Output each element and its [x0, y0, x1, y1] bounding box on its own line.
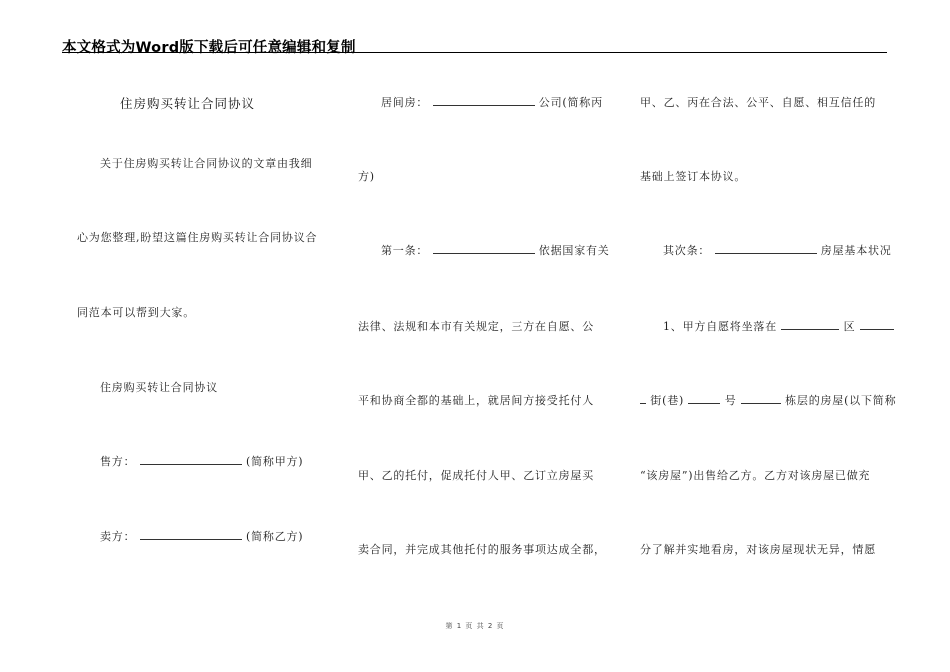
- seller-label: 售方：: [100, 455, 136, 468]
- agent-line-cont: 方): [358, 170, 375, 183]
- agent-label: 居间房：: [381, 96, 429, 109]
- col2-line-6: 甲、乙的托付，促成托付人甲、乙订立房屋买: [358, 469, 594, 482]
- agent-blank: [433, 94, 535, 106]
- buyer-blank: [140, 528, 242, 540]
- item-1-district: 区: [843, 320, 856, 333]
- col3-line-2: 基础上签订本协议。: [640, 170, 747, 183]
- district-blank: [781, 318, 839, 330]
- document-title: 住房购买转让合同协议: [120, 96, 256, 111]
- item-1-line: [663, 318, 894, 334]
- col2-line-5: 平和协商全都的基础上，就居间方接受托付人: [358, 394, 594, 407]
- article-1-label: 第一条：: [381, 244, 429, 257]
- document-header: 本文格式为Word版下载后可任意编辑和复制: [62, 40, 356, 56]
- buyer-suffix: (简称乙方): [246, 530, 304, 543]
- contract-subtitle: 住房购买转让合同协议: [100, 381, 218, 394]
- col3-line-6: “该房屋”)出售给乙方。乙方对该房屋已做充: [640, 469, 871, 482]
- number-label: 号: [724, 394, 737, 407]
- seller-suffix: (简称甲方): [246, 455, 304, 468]
- seller-line: [100, 453, 303, 469]
- item-2-line: [640, 392, 896, 408]
- agent-suffix: 公司(简称丙: [538, 96, 603, 109]
- article-2-blank: [715, 242, 817, 254]
- seller-blank: [140, 453, 242, 465]
- street-blank: [688, 392, 720, 404]
- street-leading-blank: [640, 392, 646, 404]
- col3-line-1: 甲、乙、丙在合法、公平、自愿、相互信任的: [640, 96, 876, 109]
- buyer-label: 卖方：: [100, 530, 136, 543]
- header-rule: [62, 52, 887, 53]
- col2-line-4: 法律、法规和本市有关规定，三方在自愿、公: [358, 320, 594, 333]
- item-1-text: 1、甲方自愿将坐落在: [663, 320, 777, 333]
- article-2-label: 其次条：: [663, 244, 711, 257]
- intro-line-1: 关于住房购买转让合同协议的文章由我细: [100, 157, 313, 170]
- agent-line: [381, 94, 603, 110]
- article-1-line: [381, 242, 610, 258]
- col2-line-7: 卖合同，并完成其他托付的服务事项达成全都，: [358, 543, 606, 556]
- buyer-line: [100, 528, 303, 544]
- col3-line-7: 分了解并实地看房，对该房屋现状无异，情愿: [640, 543, 876, 556]
- street-label: 街(巷): [650, 394, 685, 407]
- intro-line-2: 心为您整理,盼望这篇住房购买转让合同协议合: [77, 231, 318, 244]
- district-trailing-blank: [860, 318, 894, 330]
- building-blank: [741, 392, 781, 404]
- article-2-suffix: 房屋基本状况: [820, 244, 892, 257]
- intro-line-3: 同范本可以帮到大家。: [77, 306, 195, 319]
- article-1-blank: [433, 242, 535, 254]
- page-number: 第 1 页 共 2 页: [445, 622, 505, 630]
- building-text: 栋层的房屋(以下简称: [785, 394, 897, 407]
- article-1-suffix: 依据国家有关: [538, 244, 610, 257]
- article-2-line: [663, 242, 892, 258]
